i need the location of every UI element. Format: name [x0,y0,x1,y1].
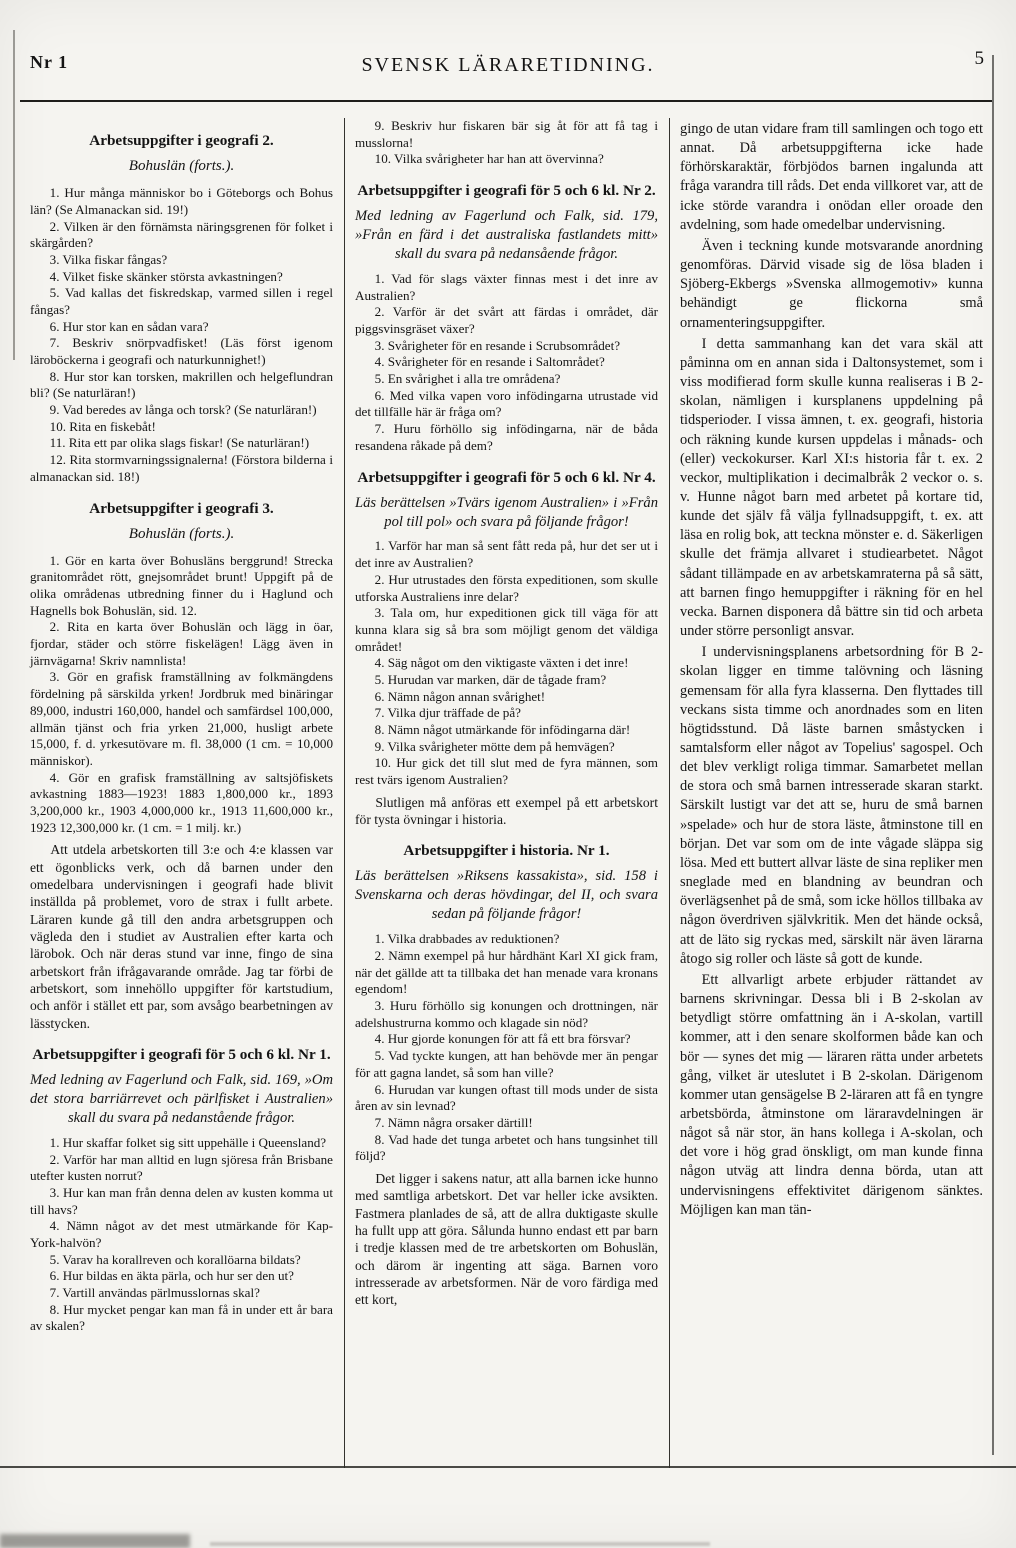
question-item: 9. Beskriv hur fiskaren bär sig åt för att få tag i musslorna! [355,118,658,150]
section-heading: Arbetsuppgifter i geografi för 5 och 6 kl. Nr 2. [357,182,656,200]
body-paragraph: Att utdela arbetskorten till 3:e och 4:e klassen var ett ögonblicks verk, och då barnen under den omedelbara undervisningen i geografi hade blivit inställda på problemet, voro de strax i fullt arbete. Läraren kunde gå till den andra arbetsgruppen och vägleda den i studiet av Australien efter karta och lärobok. Och när deras stund var inne, fingo de sina arbetskort från ifrågavarande område. Jag tar förbi de arbetskort, som innehöllo uppgifter för kartstudium, och anför i stället ett par, som avsågo bearbetningen av lässtycken. [30,842,333,1031]
question-item: 7. Nämn några orsaker därtill! [374,1114,533,1130]
body-paragraph: Slutligen må anföras ett exempel på ett arbetskort för tysta övningar i historia. [355,794,658,828]
question-item: 1. Vad för slags växter finnas mest i det inre av Australien? [355,270,658,303]
question-item: 1. Varför har man så sent fått reda på, hur det ser ut i det inre av Australien? [355,538,658,571]
body-paragraph: Det ligger i sakens natur, att alla barnen icke hunno med samtliga arbetskort. Det var heller icke avsikten. Fastmera planlades de så, att de allra duktigaste skulle ha fullt upp att göra. Sålunda hunno endast ett par barn i tredje klassen med de tre arbetskorten om Bohuslän, och därom är ingenting att säga. Barnen voro intresserade av arbetsformen. När de voro färdiga med ett kort, [355,1170,658,1308]
question-item: 5. Varav ha korallreven och korallöarna bildats? [49,1251,301,1267]
column-1 [20,118,345,1468]
question-item: 7. Beskriv snörpvadfisket! (Läs först igenom läroböckerna i geografi och naturkunnighet!) [30,335,333,367]
section-heading: Arbetsuppgifter i geografi 3. [89,499,274,517]
section-intro: Med ledning av Fagerlund och Falk, sid. 179, »Från en färd i det australiska fastlandets mitt» skall du svara på nedansående frågor. [355,208,658,262]
question-item: 6. Nämn någon annan svårighet! [374,688,546,704]
question-item: 4. Svårigheter för en resande i Saltområdet? [374,354,605,370]
question-item: 5. En svårighet i alla tre områdena? [374,371,561,387]
question-item: 4. Hur gjorde konungen för att få ett bra försvar? [374,1031,631,1047]
section-intro: Med ledning av Fagerlund och Falk, sid. 169, »Om det stora barriärrevet och pärlfisket i Australien» skall du svara på nedanstående frågor. [30,1071,333,1126]
question-item: 6. Hur stor kan en sådan vara? [49,318,209,334]
question-item: 2. Varför är det svårt att färdas i området, där piggsvinsgräset växer? [355,304,658,337]
question-item: 4. Säg något om den viktigaste växten i det inre! [374,655,629,671]
question-item: 1. Vilka drabbades av reduktionen? [374,931,560,947]
question-item: 4. Nämn något av det mest utmärkande för Kap-York-halvön? [30,1218,333,1250]
masthead [0,0,1016,104]
page-number: 5 [974,48,984,69]
section-subheading: Bohuslän (forts.). [128,525,235,542]
body-paragraph: Även i teckning kunde motsvarande anordning genomföras. Därvid visade sig de lösa bladen i Sjöberg-Ekbergs »Svenska allmogemotiv» kunna behändigt ge flickorna små ornamenteringsuppgifter. [680,237,983,331]
masthead-rule [20,100,992,102]
question-item: 8. Hur mycket pengar kan man få in under ett år bara av skalen? [30,1301,333,1334]
question-item: 5. Hurudan var marken, där de tågade fram? [374,671,607,687]
issue-number: Nr 1 [30,52,69,72]
question-item: 6. Hur bildas en äkta pärla, och hur ser den ut? [49,1268,294,1284]
question-item: 1. Hur skaffar folket sig sitt uppehälle i Queensland? [49,1134,327,1150]
question-item: 10. Vilka svårigheter har han att övervinna? [374,151,604,167]
question-item: 11. Rita ett par olika slags fiskar! (Se naturläran!) [49,435,310,451]
question-item: 2. Rita en karta över Bohuslän och lägg in öar, fjordar, städer och större fiskelägen! Lägg även in järnvägarna! Skriv namnlista! [30,619,333,668]
section-heading: Arbetsuppgifter i geografi 2. [89,132,274,149]
question-item: 2. Varför har man alltid en lugn sjöresa från Brisbane utefter kusten norrut? [30,1151,333,1184]
question-item: 3. Vilka fiskar fångas? [49,251,168,267]
question-item: 8. Nämn något utmärkande för infödingarna där! [374,722,631,738]
question-item: 10. Rita en fiskebåt! [49,418,156,434]
question-item: 3. Hur kan man från denna delen av kusten komma ut till havs? [30,1184,333,1217]
question-item: 7. Vartill användas pärlmusslornas skal? [49,1285,260,1301]
question-item: 7. Huru förhöllo sig infödingarna, när de båda resandena råkade på dem? [355,421,658,453]
question-item: 6. Med vilka vapen voro infödingarna utrustade vid det tillfälle här är fråga om? [355,387,658,420]
question-item: 8. Vad hade det tunga arbetet och hans tungsinhet till följd? [355,1131,658,1164]
question-item: 3. Huru förhöllo sig konungen och drottningen, när adelshustrurna kommo och klagade sin nöd? [355,998,658,1030]
question-item: 4. Vilket fiske skänker största avkastningen? [49,268,283,284]
scan-smudge [0,1534,190,1548]
column-2 [345,118,670,1468]
body-paragraph: Ett allvarligt arbete erbjuder rättandet av barnens skrivningar. Dessa bli i B 2-skolan av betydligt större omfattning än i A-skolan, vartill kommer, att i den senare skolformen både kan och bör — synes det mig — läraren rätta under arbetets gång, vilket är uteslutet i B 2-skolan. Därigenom kommer utan gensägelse B 2-läraren att få en tyngre arbetsbörda, åtminstone om läraravdelningen är något så när stor, än hans kollega i A-skolan, och det vore i hög grad önskligt, om man kunde finna någon utväg att lindra denna börda, utan att undervisningens effektivitet därigenom sänktes. Möjligen kan man tän- [680,971,983,1218]
question-item: 9. Vad beredes av långa och torsk? (Se naturläran!) [49,402,317,418]
question-item: 7. Vilka djur träffade de på? [374,705,521,721]
section-intro: Läs berättelsen »Riksens kassakista», sid. 158 i Svenskarna och deras hövdingar, del II, och svara sedan på följande frågor! [355,868,658,923]
question-item: 3. Svårigheter för en resande i Scrubsområdet? [374,337,621,353]
section-subheading: Bohuslän (forts.). [128,158,235,174]
scan-smudge-2 [210,1542,710,1546]
section-heading: Arbetsuppgifter i geografi för 5 och 6 kl. Nr 1. [32,1045,331,1063]
question-item: 1. Hur många människor bo i Göteborgs och Bohus län? (Se Almanackan sid. 19!) [30,185,333,217]
journal-title: SVENSK LÄRARETIDNING. [361,54,655,76]
body-paragraph: I detta sammanhang kan det vara skäl att påminna om en annan sida i Daltonsystemet, som i viss modifierad form skulle kunna realiseras i B 2-skolan, nämligen i kursplanens uppdelning på tidsperioder. I vissa ämnen, t. ex. geografi, historia och räkning kunde kursen uppdelas i månads- och (eller) veckokurser. Karl XI:s historia får t. ex. 2 veckor, multiplikation i decimalbråk 2 veckor o. s. v. Hunne något barn med arbetet på kortare tid, kunde det själv få välja fyllnadsuppgift, t. ex. att läsa en rolig bok, att teckna mönster e. d. Säkerligen skulle det främja allvaret i studiearbetet. Något sådant tillämpade en av arbetskamraterna på så sätt, att barnen fingo hemuppgifter i räkning för en hel vecka. Barnen disponera då bättre sin tid och arbeta under större personligt ansvar. [680,335,983,640]
bottom-rule [0,1466,1016,1468]
question-item: 1. Gör en karta över Bohusläns berggrund! Strecka granitområdet rött, gnejsområdet brunt! Uppgift på de olika områdenas utbredning finner du i Haglund och Hagnells bok Bohuslän, sid. 12. [30,552,333,618]
body-paragraph: gingo de utan vidare fram till samlingen och togo ett annat. Då arbetsuppgifterna icke hade förhörskaraktär, förbjödos barnen ingalunda att fråga varandra till råds. Det enda villkoret var, att de icke störde varandra i onödan eller oroade den avdelning, som hade omedelbar undervisning. [680,121,983,233]
question-item: 9. Vilka svårigheter mötte dem på hemvägen? [374,738,615,754]
question-item: 4. Gör en grafisk framställning av saltsjöfiskets avkastning 1883—1923! 1883 1,800,000 kr., 1893 3,200,000 kr., 1903 4,000,000 kr., 1913 11,600,000 kr., 1923 12,300,000 kr. (1 cm. = 1 milj. kr.) [30,769,333,835]
question-item: 2. Vilken är den förnämsta näringsgrenen för folket i skärgården? [30,218,333,251]
section-heading: Arbetsuppgifter i historia. Nr 1. [403,842,610,860]
question-item: 5. Vad kallas det fiskredskap, varmed sillen i regel fångas? [30,285,333,317]
question-item: 10. Hur gick det till slut med de fyra männen, som rest tvärs igenom Australien? [355,755,658,788]
question-item: 6. Hurudan var kungen oftast till mods under de sista åren av sin levnad? [355,1081,658,1114]
question-item: 12. Rita stormvarningssignalerna! (Förstora bilderna i almanackan sid. 18!) [30,452,333,484]
question-item: 3. Gör en grafisk framställning av folkmängdens fördelning på särskilda yrken! Jordbruk med binäringar 89,000, industri 160,000, handel och samfärdsel 100,000, allmän tjänst och fria yrken 21,000, husligt arbete 15,000, f. d. yrkesutövare m. fl. 38,000 (1 cm. = 10,000 människor). [30,669,333,768]
section-intro: Läs berättelsen »Tvärs igenom Australien» i »Från pol till pol» och svara på följande frågor! [355,494,658,530]
question-item: 2. Nämn exempel på hur hårdhänt Karl XI gick fram, när det gällde att ta tillbaka det han menade vara kronans egendom! [355,948,658,997]
question-item: 3. Tala om, hur expeditionen gick till väga för att kunna klara sig så bra som möjligt genom det väldiga området! [355,605,658,654]
question-item: 5. Vad tyckte kungen, att han behövde mer än pengar för att gagna landet, så som han ville? [355,1048,658,1080]
body-paragraph: I undervisningsplanens arbetsordning för B 2-skolan ligger en timme talövning och läsning gemensam för alla fyra klasserna. Den flyttades till veckans sista timme och anordnades som en liten högtidsstund. Då läste barnen småstycken i samtalsform eller något av Topelius' sagospel. Och det blev verkligt roliga timmar. Samarbetet mellan de stora och små barnen intresserade skaran starkt. Särskilt lustigt var det att se, huru de små barnen »spelade» och hur de stora läste, åtminstone till en början. Det var som om de inte vågade släppa sig lösa. Med ett buttert allvar läste de sina repliker men sneglade med en blandning av beundran och överlägsenhet på de små, som icke höllos tillbaka av någon överdriven självkritik. Men det hände också, att de läto sig ryckas med, särskilt när även lärarna åtogo sig roller och läste så gott de kunde. [680,644,983,967]
question-item: 8. Hur stor kan torsken, makrillen och helgeflundran bli? (Se naturläran!) [30,368,333,401]
scan-edge-right [992,55,994,1455]
column-3 [670,118,994,1468]
question-item: 2. Hur utrustades den första expeditionen, som skulle utforska Australiens inre delar? [355,571,658,604]
column-layout [20,118,994,1468]
section-heading: Arbetsuppgifter i geografi för 5 och 6 kl. Nr 4. [357,468,656,486]
